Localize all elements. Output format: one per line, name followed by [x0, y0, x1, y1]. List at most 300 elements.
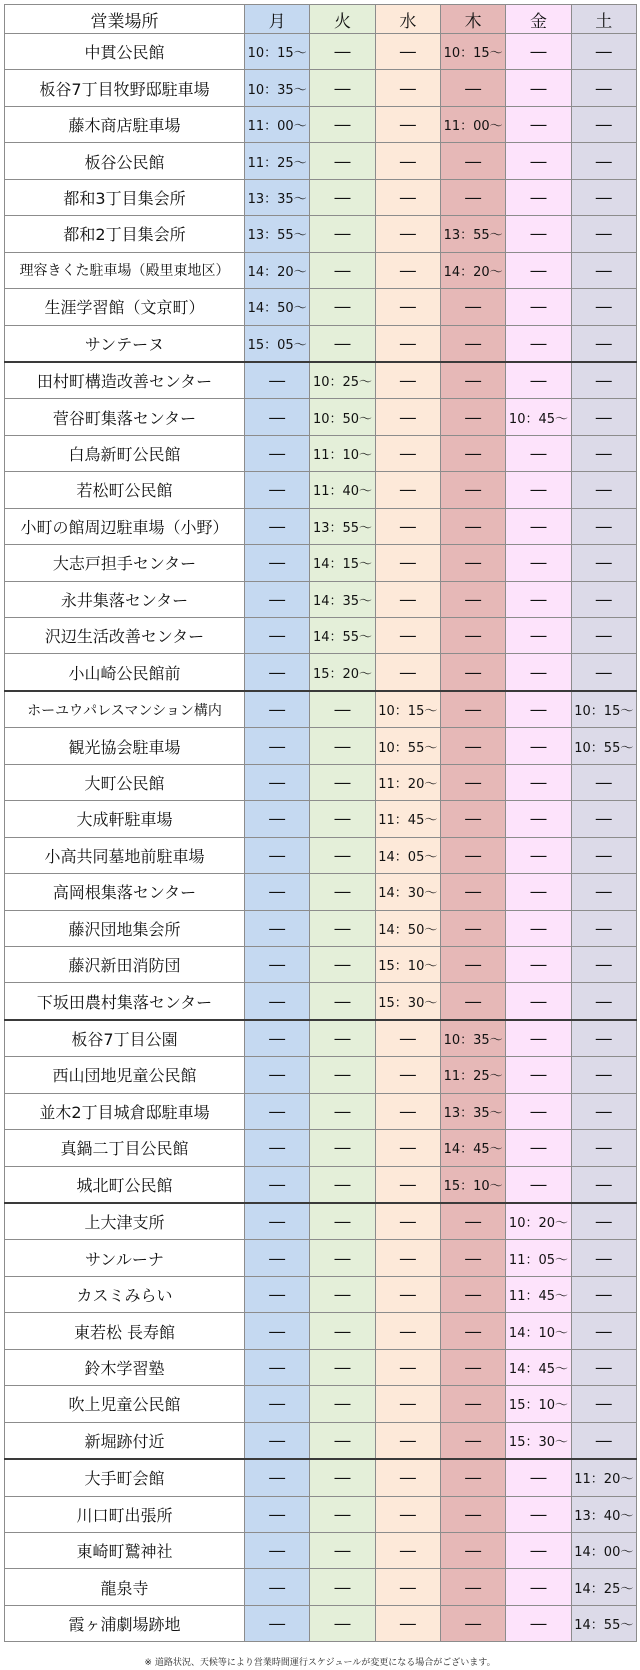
time-cell-sat: ―	[571, 946, 636, 982]
time-cell-fri: ―	[506, 1057, 571, 1093]
time-cell-thu: ―	[440, 1240, 505, 1276]
time-cell-fri: ―	[506, 1605, 571, 1641]
time-cell-mon: ―	[245, 1422, 310, 1459]
time-cell-tue: ―	[310, 34, 375, 70]
schedule-body	[5, 34, 637, 1642]
place-name: 吹上児童公民館	[5, 1386, 245, 1422]
time-cell-sat: ―	[571, 1166, 636, 1203]
time-cell-wed: ―	[375, 179, 440, 215]
time-cell-wed: ―	[375, 618, 440, 654]
time-cell-sat: ―	[571, 1203, 636, 1240]
time-cell-fri: ―	[506, 106, 571, 142]
time-cell-wed: 11：20～	[375, 764, 440, 800]
time-cell-mon: ―	[245, 399, 310, 435]
time-cell-thu: ―	[440, 1203, 505, 1240]
time-cell-mon: ―	[245, 1130, 310, 1166]
time-cell-thu: ―	[440, 1569, 505, 1605]
time-cell-thu: ―	[440, 910, 505, 946]
time-cell-fri: 14：10～	[506, 1313, 571, 1349]
time-cell-thu: ―	[440, 618, 505, 654]
table-row	[5, 106, 637, 142]
time-cell-mon: 11：25～	[245, 143, 310, 179]
time-cell-sat: ―	[571, 216, 636, 252]
table-row	[5, 472, 637, 508]
time-cell-thu: ―	[440, 143, 505, 179]
time-cell-tue: ―	[310, 801, 375, 837]
time-cell-sat: 10：15～	[571, 691, 636, 728]
time-cell-wed: ―	[375, 1240, 440, 1276]
time-cell-sat: ―	[571, 106, 636, 142]
time-cell-tue: ―	[310, 1569, 375, 1605]
time-cell-wed: ―	[375, 143, 440, 179]
time-cell-thu: ―	[440, 1313, 505, 1349]
time-cell-tue: ―	[310, 1240, 375, 1276]
time-cell-wed: ―	[375, 1203, 440, 1240]
time-cell-tue: ―	[310, 1349, 375, 1385]
time-cell-sat: ―	[571, 508, 636, 544]
time-cell-thu: ―	[440, 1386, 505, 1422]
place-name: サンルーナ	[5, 1240, 245, 1276]
time-cell-thu: 11：00～	[440, 106, 505, 142]
time-cell-thu: ―	[440, 874, 505, 910]
time-cell-sat: ―	[571, 1093, 636, 1129]
table-row	[5, 289, 637, 325]
table-row	[5, 691, 637, 728]
time-cell-fri: ―	[506, 289, 571, 325]
header-day-fri: 金	[506, 5, 571, 34]
time-cell-fri: ―	[506, 1569, 571, 1605]
table-row	[5, 1422, 637, 1459]
time-cell-tue: 10：50～	[310, 399, 375, 435]
time-cell-wed: 15：30～	[375, 983, 440, 1020]
time-cell-sat: ―	[571, 289, 636, 325]
time-cell-wed: ―	[375, 289, 440, 325]
place-name: 真鍋二丁目公民館	[5, 1130, 245, 1166]
time-cell-mon: ―	[245, 764, 310, 800]
time-cell-fri: ―	[506, 1166, 571, 1203]
header-day-thu: 木	[440, 5, 505, 34]
time-cell-sat: ―	[571, 654, 636, 691]
place-name: 大手町会館	[5, 1459, 245, 1496]
time-cell-mon: ―	[245, 946, 310, 982]
time-cell-mon: ―	[245, 1386, 310, 1422]
place-name: 藤木商店駐車場	[5, 106, 245, 142]
time-cell-sat: ―	[571, 1313, 636, 1349]
time-cell-sat: 14：55～	[571, 1605, 636, 1641]
time-cell-tue: ―	[310, 1386, 375, 1422]
time-cell-wed: ―	[375, 70, 440, 106]
time-cell-thu: ―	[440, 179, 505, 215]
table-row	[5, 508, 637, 544]
time-cell-wed: ―	[375, 1276, 440, 1312]
table-row	[5, 362, 637, 399]
time-cell-mon: ―	[245, 1203, 310, 1240]
time-cell-mon: ―	[245, 1020, 310, 1057]
time-cell-sat: ―	[571, 399, 636, 435]
time-cell-tue: ―	[310, 216, 375, 252]
place-name: 観光協会駐車場	[5, 728, 245, 764]
time-cell-mon: ―	[245, 1240, 310, 1276]
table-row	[5, 1130, 637, 1166]
place-name: カスミみらい	[5, 1276, 245, 1312]
time-cell-fri: 15：30～	[506, 1422, 571, 1459]
table-row	[5, 1020, 637, 1057]
time-cell-fri: 11：45～	[506, 1276, 571, 1312]
header-day-mon: 月	[245, 5, 310, 34]
time-cell-tue: ―	[310, 764, 375, 800]
time-cell-mon: ―	[245, 1093, 310, 1129]
time-cell-thu: ―	[440, 289, 505, 325]
time-cell-thu: 13：35～	[440, 1093, 505, 1129]
place-name: 永井集落センター	[5, 581, 245, 617]
time-cell-thu: ―	[440, 435, 505, 471]
time-cell-fri: ―	[506, 910, 571, 946]
table-row	[5, 1532, 637, 1568]
time-cell-mon: ―	[245, 910, 310, 946]
time-cell-thu: ―	[440, 325, 505, 362]
time-cell-fri: ―	[506, 728, 571, 764]
time-cell-tue: ―	[310, 1276, 375, 1312]
time-cell-sat: ―	[571, 983, 636, 1020]
time-cell-mon: ―	[245, 837, 310, 873]
time-cell-thu: ―	[440, 837, 505, 873]
time-cell-fri: ―	[506, 70, 571, 106]
time-cell-wed: ―	[375, 654, 440, 691]
place-name: 大志戸担手センター	[5, 545, 245, 581]
time-cell-mon: 10：15～	[245, 34, 310, 70]
time-cell-thu: ―	[440, 946, 505, 982]
time-cell-thu: ―	[440, 581, 505, 617]
time-cell-sat: ―	[571, 70, 636, 106]
time-cell-tue: ―	[310, 70, 375, 106]
time-cell-thu: ―	[440, 801, 505, 837]
time-cell-mon: ―	[245, 618, 310, 654]
time-cell-wed: ―	[375, 1057, 440, 1093]
time-cell-mon: ―	[245, 472, 310, 508]
time-cell-fri: ―	[506, 508, 571, 544]
place-name: 鈴木学習塾	[5, 1349, 245, 1385]
time-cell-tue: ―	[310, 1422, 375, 1459]
place-name: 龍泉寺	[5, 1569, 245, 1605]
place-name: 小町の館周辺駐車場（小野）	[5, 508, 245, 544]
time-cell-fri: ―	[506, 837, 571, 873]
place-name: 下坂田農村集落センター	[5, 983, 245, 1020]
time-cell-fri: ―	[506, 472, 571, 508]
time-cell-mon: ―	[245, 1532, 310, 1568]
time-cell-thu: ―	[440, 1459, 505, 1496]
place-name: 藤沢新田消防団	[5, 946, 245, 982]
time-cell-wed: ―	[375, 34, 440, 70]
time-cell-sat: ―	[571, 910, 636, 946]
header-day-sat: 土	[571, 5, 636, 34]
table-row	[5, 216, 637, 252]
time-cell-tue: ―	[310, 289, 375, 325]
time-cell-mon: 14：20～	[245, 252, 310, 288]
header-day-wed: 水	[375, 5, 440, 34]
place-name: 東若松 長寿館	[5, 1313, 245, 1349]
table-row	[5, 143, 637, 179]
time-cell-sat: 14：00～	[571, 1532, 636, 1568]
time-cell-mon: 11：00～	[245, 106, 310, 142]
time-cell-mon: ―	[245, 1459, 310, 1496]
time-cell-mon: 14：50～	[245, 289, 310, 325]
time-cell-mon: ―	[245, 1166, 310, 1203]
time-cell-mon: ―	[245, 1276, 310, 1312]
time-cell-sat: ―	[571, 1276, 636, 1312]
place-name: 若松町公民館	[5, 472, 245, 508]
place-name: 沢辺生活改善センター	[5, 618, 245, 654]
time-cell-wed: ―	[375, 106, 440, 142]
time-cell-tue: ―	[310, 143, 375, 179]
schedule-table	[4, 4, 637, 1642]
time-cell-sat: 10：55～	[571, 728, 636, 764]
time-cell-thu: ―	[440, 764, 505, 800]
time-cell-wed: ―	[375, 399, 440, 435]
time-cell-fri: ―	[506, 1459, 571, 1496]
table-row	[5, 252, 637, 288]
place-name: 板谷7丁目公園	[5, 1020, 245, 1057]
time-cell-fri: ―	[506, 983, 571, 1020]
time-cell-mon: ―	[245, 691, 310, 728]
time-cell-wed: ―	[375, 216, 440, 252]
footnote: ※ 道路状況、天候等により営業時間運行スケジュールが変更になる場合がございます。	[144, 1658, 496, 1668]
time-cell-tue: ―	[310, 728, 375, 764]
time-cell-sat: ―	[571, 801, 636, 837]
table-row	[5, 325, 637, 362]
time-cell-sat: ―	[571, 764, 636, 800]
time-cell-thu: ―	[440, 728, 505, 764]
table-row	[5, 654, 637, 691]
table-row	[5, 1057, 637, 1093]
time-cell-fri: ―	[506, 874, 571, 910]
time-cell-mon: ―	[245, 874, 310, 910]
table-row	[5, 728, 637, 764]
time-cell-sat: ―	[571, 1020, 636, 1057]
time-cell-tue: ―	[310, 1605, 375, 1641]
table-row	[5, 1605, 637, 1641]
time-cell-wed: ―	[375, 1386, 440, 1422]
time-cell-thu: 14：45～	[440, 1130, 505, 1166]
time-cell-tue: ―	[310, 1496, 375, 1532]
time-cell-fri: 15：10～	[506, 1386, 571, 1422]
time-cell-wed: ―	[375, 1093, 440, 1129]
place-name: サンテーヌ	[5, 325, 245, 362]
time-cell-thu: ―	[440, 1349, 505, 1385]
table-row	[5, 581, 637, 617]
time-cell-mon: ―	[245, 1057, 310, 1093]
time-cell-thu: 15：10～	[440, 1166, 505, 1203]
time-cell-sat: ―	[571, 34, 636, 70]
time-cell-wed: 10：15～	[375, 691, 440, 728]
table-row	[5, 837, 637, 873]
place-name: 小高共同墓地前駐車場	[5, 837, 245, 873]
time-cell-sat: ―	[571, 1130, 636, 1166]
time-cell-fri: 14：45～	[506, 1349, 571, 1385]
place-name: 高岡根集落センター	[5, 874, 245, 910]
time-cell-sat: ―	[571, 1057, 636, 1093]
time-cell-wed: 14：05～	[375, 837, 440, 873]
time-cell-tue: ―	[310, 1020, 375, 1057]
time-cell-thu: 10：35～	[440, 1020, 505, 1057]
time-cell-tue: ―	[310, 179, 375, 215]
place-name: 新堀跡付近	[5, 1422, 245, 1459]
header-place: 営業場所	[5, 5, 245, 34]
time-cell-thu: ―	[440, 983, 505, 1020]
time-cell-tue: ―	[310, 910, 375, 946]
time-cell-tue: ―	[310, 837, 375, 873]
time-cell-tue: ―	[310, 874, 375, 910]
time-cell-tue: 13：55～	[310, 508, 375, 544]
table-row	[5, 1203, 637, 1240]
time-cell-thu: 14：20～	[440, 252, 505, 288]
time-cell-wed: 15：10～	[375, 946, 440, 982]
time-cell-thu: ―	[440, 1276, 505, 1312]
place-name: 都和3丁目集会所	[5, 179, 245, 215]
place-name: 霞ヶ浦劇場跡地	[5, 1605, 245, 1641]
time-cell-tue: ―	[310, 325, 375, 362]
time-cell-tue: 14：35～	[310, 581, 375, 617]
time-cell-fri: ―	[506, 691, 571, 728]
time-cell-tue: 15：20～	[310, 654, 375, 691]
table-row	[5, 1496, 637, 1532]
time-cell-wed: ―	[375, 252, 440, 288]
place-name: 理容きくた駐車場（殿里東地区）	[5, 252, 245, 288]
time-cell-tue: ―	[310, 1313, 375, 1349]
time-cell-mon: ―	[245, 435, 310, 471]
table-row	[5, 1459, 637, 1496]
time-cell-fri: ―	[506, 435, 571, 471]
table-row	[5, 1240, 637, 1276]
time-cell-tue: ―	[310, 1130, 375, 1166]
place-name: 大成軒駐車場	[5, 801, 245, 837]
time-cell-thu: ―	[440, 399, 505, 435]
time-cell-thu: ―	[440, 691, 505, 728]
time-cell-thu: ―	[440, 70, 505, 106]
place-name: 藤沢団地集会所	[5, 910, 245, 946]
time-cell-fri: ―	[506, 654, 571, 691]
time-cell-wed: ―	[375, 545, 440, 581]
table-row	[5, 1349, 637, 1385]
table-row	[5, 1276, 637, 1312]
time-cell-tue: 11：10～	[310, 435, 375, 471]
time-cell-fri: ―	[506, 362, 571, 399]
time-cell-mon: ―	[245, 728, 310, 764]
table-row	[5, 946, 637, 982]
table-row	[5, 801, 637, 837]
time-cell-sat: ―	[571, 1386, 636, 1422]
time-cell-wed: ―	[375, 1313, 440, 1349]
time-cell-thu: ―	[440, 1422, 505, 1459]
time-cell-tue: ―	[310, 106, 375, 142]
place-name: 上大津支所	[5, 1203, 245, 1240]
place-name: 並木2丁目城倉邸駐車場	[5, 1093, 245, 1129]
time-cell-sat: ―	[571, 325, 636, 362]
time-cell-mon: ―	[245, 581, 310, 617]
time-cell-wed: 11：45～	[375, 801, 440, 837]
time-cell-mon: ―	[245, 362, 310, 399]
time-cell-fri: ―	[506, 143, 571, 179]
time-cell-wed: ―	[375, 1130, 440, 1166]
time-cell-tue: ―	[310, 946, 375, 982]
table-row	[5, 435, 637, 471]
table-row	[5, 545, 637, 581]
time-cell-fri: ―	[506, 801, 571, 837]
place-name: 小山崎公民館前	[5, 654, 245, 691]
place-name: 城北町公民館	[5, 1166, 245, 1203]
table-row	[5, 34, 637, 70]
time-cell-wed: ―	[375, 435, 440, 471]
time-cell-mon: ―	[245, 1313, 310, 1349]
time-cell-wed: ―	[375, 362, 440, 399]
header-row	[5, 5, 637, 34]
place-name: 白鳥新町公民館	[5, 435, 245, 471]
table-row	[5, 179, 637, 215]
time-cell-thu: ―	[440, 362, 505, 399]
time-cell-mon: ―	[245, 983, 310, 1020]
table-row	[5, 1386, 637, 1422]
table-row	[5, 399, 637, 435]
place-name: 田村町構造改善センター	[5, 362, 245, 399]
time-cell-tue: ―	[310, 1203, 375, 1240]
time-cell-wed: ―	[375, 1532, 440, 1568]
time-cell-sat: ―	[571, 252, 636, 288]
time-cell-wed: ―	[375, 508, 440, 544]
time-cell-tue: 14：15～	[310, 545, 375, 581]
time-cell-wed: 10：55～	[375, 728, 440, 764]
time-cell-mon: 10：35～	[245, 70, 310, 106]
table-row	[5, 764, 637, 800]
time-cell-sat: ―	[571, 874, 636, 910]
table-row	[5, 874, 637, 910]
time-cell-wed: 14：50～	[375, 910, 440, 946]
table-row	[5, 1166, 637, 1203]
time-cell-fri: 10：45～	[506, 399, 571, 435]
time-cell-wed: ―	[375, 472, 440, 508]
time-cell-wed: ―	[375, 581, 440, 617]
table-row	[5, 1093, 637, 1129]
time-cell-sat: ―	[571, 143, 636, 179]
time-cell-thu: ―	[440, 472, 505, 508]
table-row	[5, 1569, 637, 1605]
time-cell-tue: ―	[310, 983, 375, 1020]
time-cell-sat: 11：20～	[571, 1459, 636, 1496]
place-name: 西山団地児童公民館	[5, 1057, 245, 1093]
time-cell-mon: ―	[245, 1569, 310, 1605]
place-name: ホーユウパレスマンション構内	[5, 691, 245, 728]
time-cell-sat: ―	[571, 1349, 636, 1385]
header-day-tue: 火	[310, 5, 375, 34]
time-cell-wed: ―	[375, 1349, 440, 1385]
time-cell-fri: ―	[506, 581, 571, 617]
time-cell-wed: ―	[375, 1459, 440, 1496]
place-name: 生涯学習館（文京町）	[5, 289, 245, 325]
time-cell-tue: ―	[310, 1166, 375, 1203]
time-cell-fri: ―	[506, 1130, 571, 1166]
time-cell-wed: ―	[375, 1569, 440, 1605]
time-cell-wed: ―	[375, 1422, 440, 1459]
time-cell-tue: ―	[310, 1093, 375, 1129]
table-row	[5, 1313, 637, 1349]
time-cell-fri: ―	[506, 216, 571, 252]
time-cell-thu: 13：55～	[440, 216, 505, 252]
time-cell-thu: 11：25～	[440, 1057, 505, 1093]
time-cell-fri: ―	[506, 618, 571, 654]
time-cell-fri: ―	[506, 1496, 571, 1532]
time-cell-sat: ―	[571, 179, 636, 215]
time-cell-sat: ―	[571, 435, 636, 471]
time-cell-mon: ―	[245, 1605, 310, 1641]
place-name: 中貫公民館	[5, 34, 245, 70]
